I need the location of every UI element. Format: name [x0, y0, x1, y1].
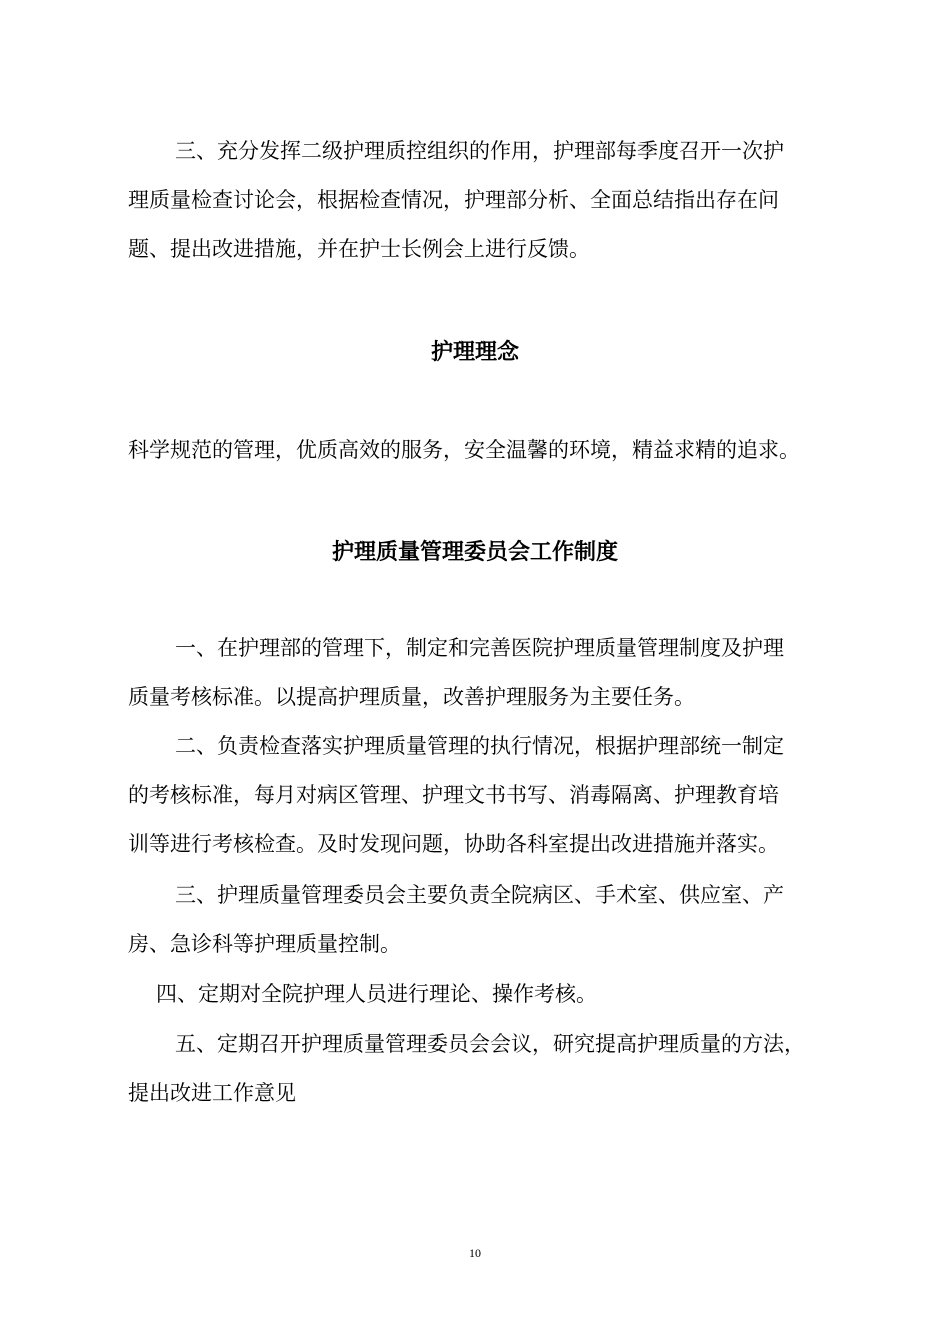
paragraph-line: 质量考核标准。以提高护理质量，改善护理服务为主要任务。 — [128, 685, 695, 709]
paragraph-line: 三、护理质量管理委员会主要负责全院病区、手术室、供应室、产 — [175, 883, 784, 907]
paragraph-line: 提出改进工作意见 — [128, 1081, 296, 1105]
paragraph-line: 题、提出改进措施，并在护士长例会上进行反馈。 — [128, 237, 590, 261]
heading-committee-rules: 护理质量管理委员会工作制度 — [331, 540, 618, 565]
paragraph-line: 训等进行考核检查。及时发现问题，协助各科室提出改进措施并落实。 — [128, 832, 779, 856]
paragraph-line: 三、充分发挥二级护理质控组织的作用，护理部每季度召开一次护 — [175, 139, 784, 163]
paragraph-line: 一、在护理部的管理下，制定和完善医院护理质量管理制度及护理 — [175, 636, 784, 660]
paragraph-philosophy — [128, 426, 868, 475]
paragraph-line: 的考核标准，每月对病区管理、护理文书书写、消毒隔离、护理教育培 — [128, 783, 779, 807]
paragraph-line: 理质量检查讨论会，根据检查情况，护理部分析、全面总结指出存在问 — [128, 188, 779, 212]
paragraph-line: 房、急诊科等护理质量控制。 — [128, 932, 401, 956]
paragraph-line: 二、负责检查落实护理质量管理的执行情况，根据护理部统一制定 — [175, 734, 784, 758]
rule-item-3 — [128, 871, 868, 969]
paragraph-line: 五、定期召开护理质量管理委员会会议，研究提高护理质量的方法， — [175, 1032, 805, 1056]
heading-nursing-philosophy: 护理理念 — [430, 340, 519, 365]
rule-item-4 — [156, 970, 896, 1019]
rule-item-5 — [128, 1020, 868, 1118]
page-number: 10 — [469, 1246, 481, 1260]
rule-item-2 — [128, 722, 868, 869]
paragraph-section-three — [128, 127, 868, 274]
paragraph-line: 四、定期对全院护理人员进行理论、操作考核。 — [156, 982, 597, 1006]
paragraph-line: 科学规范的管理，优质高效的服务，安全温馨的环境，精益求精的追求。 — [128, 438, 800, 462]
rule-item-1 — [128, 624, 868, 722]
